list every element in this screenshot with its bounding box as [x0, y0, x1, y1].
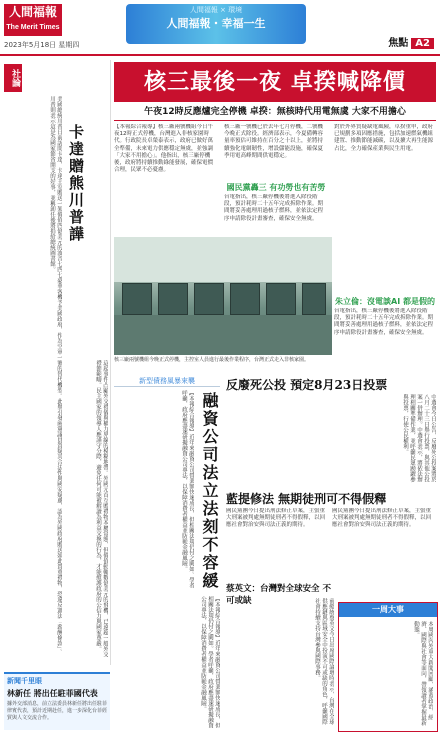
photo-panel: [230, 283, 260, 315]
main-subhead: 午夜12時反應爐完全停機 卓揆：無核時代用電無虞 大家不用擔心: [114, 104, 436, 121]
news-brief-label: 新聞千里眼: [7, 677, 42, 685]
editorial-column: [4, 60, 111, 665]
editorial-body-2: 這起事件凸顯外交禮儀與權力界線的模糊地帶。外國元首互贈禮物本屬常態，但價值動輒數億美元的飛機，已遠超一般外交禮節範疇。民主國家的領導人應謹守分際，避免任何可能被解讀為利益交換的行為，才能維護政府的公信力與國家尊嚴。: [95, 360, 108, 657]
weekly-news-body: 本周國內外重大新聞回顧，涵蓋政治、經濟、國際與社會等面向，帶領讀者掌握最新動態。: [413, 621, 433, 726]
newspaper-logo[interactable]: [4, 4, 62, 36]
photo-panel: [194, 283, 224, 315]
article-title-finance[interactable]: 融資公司法立法刻不容緩: [200, 392, 219, 590]
article-col-3: 台電指出，核三廠停機後將進入除役階段，預計耗時二十五年完成拆除作業。期間將妥善處理用過核子燃料，並依法定程序申請除役計畫審查，確保安全無虞。: [224, 194, 324, 222]
banner-small: 人間福報 × 環境: [189, 6, 243, 14]
article-kicker-finance: 新型債務風暴來襲: [114, 376, 220, 387]
editorial-title[interactable]: 卡達贈熊川普譁: [67, 124, 85, 243]
editorial-tag: 社論: [4, 64, 22, 92]
top-banner: [126, 4, 306, 44]
photo-caption: 核三廠兩號機組今晚正式停機，主控室人員進行最後作業程序，台灣正式走入非核家園。: [114, 357, 310, 363]
section-name: 焦點: [388, 38, 409, 49]
issue-date: 2023年5月18日 星期四: [4, 41, 80, 49]
weekly-news-header: 一周大事: [339, 603, 437, 617]
page-number: A2: [411, 38, 434, 49]
control-room-photo[interactable]: [114, 237, 332, 355]
article-title-amendment[interactable]: 藍提修法 無期徒刑可不得假釋: [226, 492, 387, 506]
news-brief-title: 林新任 將出任駐菲國代表: [7, 689, 98, 698]
main-headline[interactable]: 核三最後一夜 卓揆喊降價: [114, 62, 436, 102]
masthead: [0, 0, 440, 60]
photo-panel: [122, 283, 152, 315]
section-label: [385, 34, 434, 49]
photo-panel: [302, 283, 326, 315]
pull-quote-kmt: 國民黨轟三 有功勞也有苦勞: [226, 183, 326, 192]
article-col-2: 核三廠一號機已於去年七月停機，二號機今晚正式除役。經濟部表示，今夏備轉容量率預估可維持在百分之十以上，並將持續強化電網韌性，增設儲能設施，確保夏季用電高峰期間供電穩定。: [224, 124, 324, 159]
news-brief-box[interactable]: [4, 672, 110, 730]
article-col-4: 對於外界質疑缺電風險，卓揆重申，政府已規劃多項因應措施，包括加速燃氣機組建置、推動節能減碳，以及擴大再生能源占比，全力確保產業與民生用電。: [334, 124, 434, 152]
article-col-1: 【本報綜合報導】核三廠兩號機組今日午夜12時正式停機，台灣進入非核家園時代。行政院長卓榮泰表示，政府已做好萬全準備，未來電力供應穩定無虞，並強調「大家不用擔心」。他指出，核三廠停機後，政府將持續推動綠能發展，確保電價合理，民眾不必憂慮。: [114, 124, 214, 174]
header-divider: [0, 54, 440, 56]
photo-panel: [266, 283, 296, 315]
article-title-referendum[interactable]: 反廢死公投 預定8月23日投票: [226, 378, 388, 392]
article-body-referendum: 中選會今日公告，反廢死公投案將於八月二十三日舉行投票，與其他公投案一併辦理。中選會表示，將依法辦理相關準備作業，並呼籲民眾踴躍參與投票，行使公民權利。: [402, 394, 436, 482]
article-body-amendment: 國民黨團今日提出刑法修正草案，主張重大刑案被判處無期徒刑者不得假釋，以回應社會對治安與司法正義的期待。: [226, 508, 326, 529]
news-brief-text: 據外交部消息，前立法委員林新任將出任駐菲律賓代表，預計近期赴任，進一步深化台菲經貿與人文交流合作。: [7, 701, 108, 721]
article-body-tsai: 前總統蔡英文今日出席國際論壇時表示，台灣在全球供應鏈與區域安全中扮演不可或缺的角色，呼籲國際社會持續支持台灣參與國際事務。: [314, 598, 334, 725]
editorial-body: 美國總統川普日前訪問卡達，卡達王室贈送一架價值四億美元的波音七四七豪華客機予美國政府，作為空軍一號的替代機型。此舉引發兩黨議員質疑其合法性與國安疑慮，認為外國政府贈送如此貴重禮物，恐違反憲法「薪酬條款」。川普則表示這是為國家節省開支的好事，並稱卸任後將捐給總統圖書館。: [49, 96, 62, 655]
logo-cn: 人間福報: [8, 5, 57, 19]
photo-panel: [158, 283, 188, 315]
article-body-finance-cont: 【本報綜合報導】近年來融資公司營業額快速成長，但相關法規仍付之闕如。學者呼籲，政府應盡速研擬融資公司專法，以保障消費者權益並防範金融風險。: [200, 596, 220, 728]
article-col-5: 台電指出，核三廠停機後將進入除役階段，預計耗時二十五年完成拆除作業。期間將妥善處理用過核子燃料，並依法定程序申請除役計畫審查，確保安全無虞。: [334, 308, 434, 336]
logo-en: The Merit Times: [6, 24, 60, 31]
banner-big: 人間福報・幸福一生: [166, 17, 266, 30]
photo-desk: [114, 315, 332, 355]
weekly-news-box[interactable]: [338, 602, 438, 732]
pull-quote-chu: 朱立倫：沒電談AI 都是假的: [335, 297, 435, 306]
article-body-amendment-cont: 國民黨團今日提出刑法修正草案，主張重大刑案被判處無期徒刑者不得假釋，以回應社會對治安與司法正義的期待。: [332, 508, 432, 529]
photo-wall: [114, 237, 332, 282]
article-title-tsai[interactable]: 蔡英文：台灣對全球安全 不可或缺: [226, 584, 331, 606]
article-body-finance: 【本報綜合報導】近年來融資公司營業額快速成長，但相關法規仍付之闕如。學者呼籲，政府應盡速研擬融資公司專法，以保障消費者權益並防範金融風險。: [181, 390, 194, 588]
